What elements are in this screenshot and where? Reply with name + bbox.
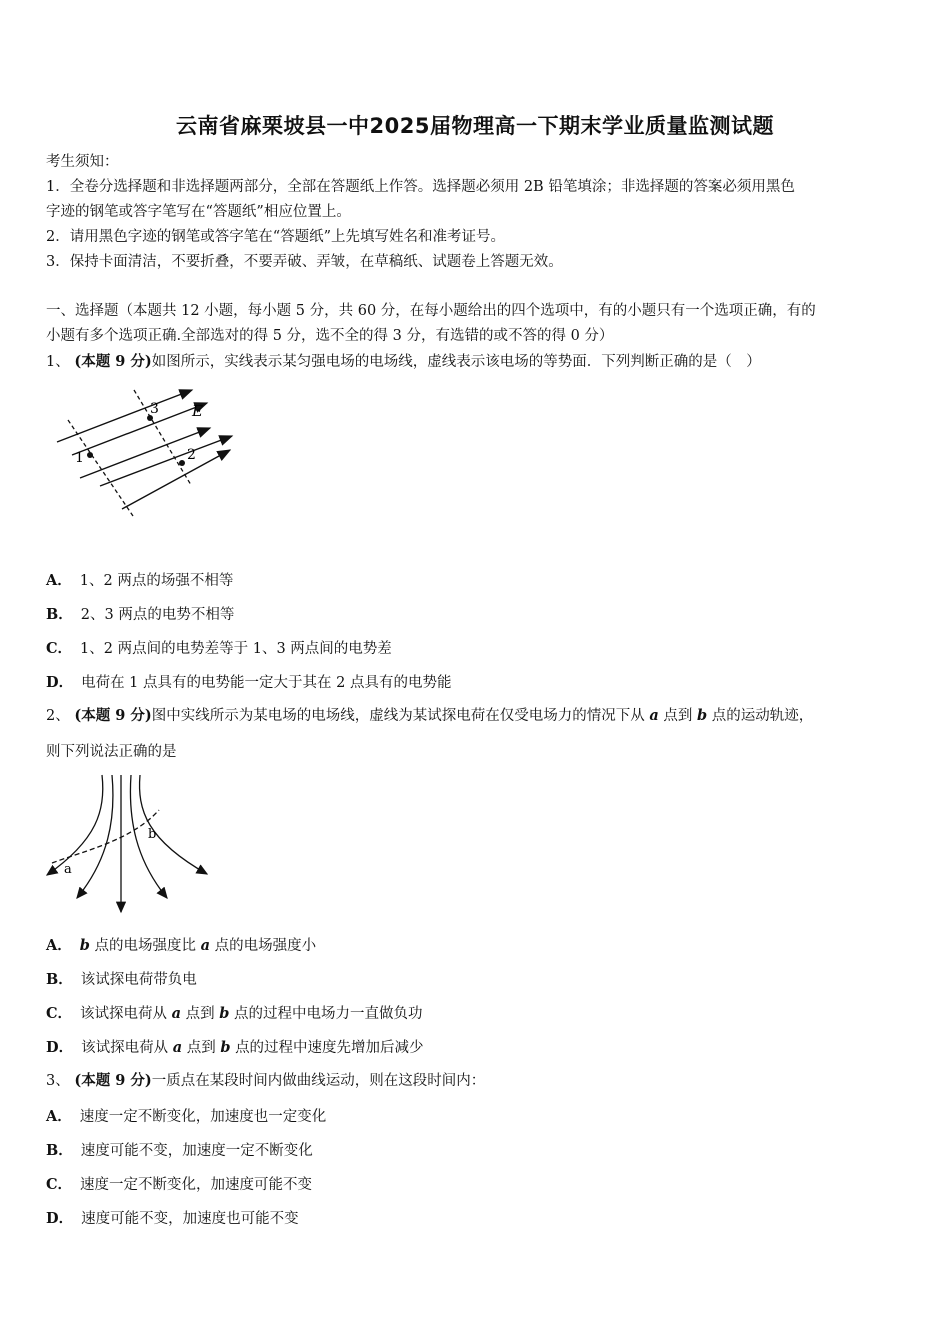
q2-stem-a: 图中实线所示为某电场的电场线，虚线为某试探电荷在仅受电场力的情况下从	[151, 708, 645, 724]
notice-line-2: 2．请用黑色字迹的钢笔或答字笔在“答题纸”上先填写姓名和准考证号。	[46, 229, 506, 245]
q2-option-d-var-a: a	[172, 1039, 183, 1056]
q3-option-b-text: 速度可能不变，加速度一定不断变化	[80, 1143, 313, 1159]
field-label-e: E	[192, 402, 203, 420]
q2-field-figure	[42, 770, 222, 920]
q1-option-d[interactable]	[46, 671, 451, 692]
field-curve-left	[77, 775, 113, 898]
q2-option-d-key: D．	[46, 1039, 74, 1056]
q3-score: (本题 9 分)	[74, 1072, 152, 1089]
equipotential-line-right	[134, 390, 191, 485]
q3-number: 3、	[46, 1073, 70, 1089]
q2-option-a-key: A．	[46, 937, 72, 954]
trajectory-curve	[52, 810, 159, 863]
q1-stem	[46, 349, 761, 375]
section-line-1: 一、选择题（本题共 12 小题，每小题 5 分，共 60 分，在每小题给出的四个选项中，有的小题只有一个选项正确，有的	[46, 303, 816, 319]
q3-stem	[46, 1068, 485, 1094]
q3-option-d-text: 速度可能不变，加速度也可能不变	[81, 1211, 299, 1227]
q2-option-d[interactable]	[46, 1036, 424, 1057]
q2-option-b-key: B．	[46, 971, 73, 988]
q1-option-a-key: A．	[46, 572, 72, 589]
q2-var-a: a	[649, 707, 659, 724]
q3-option-d-key: D．	[46, 1210, 74, 1227]
q1-option-c-text: 1、2 两点间的电势差等于 1、3 两点间的电势差	[80, 641, 392, 657]
field-line-4	[100, 436, 232, 486]
point-3-label: 3	[150, 401, 159, 417]
q1-option-d-text: 电荷在 1 点具有的电势能一定大于其在 2 点具有的电势能	[81, 675, 452, 691]
q3-option-a[interactable]	[46, 1105, 326, 1126]
q2-option-b-text: 该试探电荷带负电	[80, 972, 197, 988]
q2-option-c[interactable]	[46, 1002, 423, 1023]
q1-option-c-key: C．	[46, 640, 73, 657]
q2-option-d-var-b: b	[220, 1039, 231, 1056]
point-2-label: 2	[187, 447, 196, 463]
point-1-label: 1	[75, 450, 84, 466]
field-curve-far-left	[47, 775, 103, 875]
point-a-label: a	[64, 862, 72, 877]
q2-number: 2、	[46, 708, 70, 724]
q2-option-a-text-1: 点的电场强度比	[94, 938, 197, 954]
notice-heading: 考生须知：	[46, 154, 119, 170]
q2-option-b[interactable]	[46, 968, 197, 989]
page-title: 云南省麻栗坡县一中2025届物理高一下期末学业质量监测试题	[176, 114, 774, 138]
q3-stem-text: 一质点在某段时间内做曲线运动，则在这段时间内：	[151, 1073, 486, 1089]
q3-option-c-text: 速度一定不断变化，加速度可能不变	[80, 1177, 313, 1193]
q3-option-c[interactable]	[46, 1173, 312, 1194]
q2-option-a-var-a: a	[200, 937, 211, 954]
q1-option-b[interactable]	[46, 603, 234, 624]
q3-option-a-text: 速度一定不断变化，加速度也一定变化	[79, 1109, 327, 1125]
q1-score: (本题 9 分)	[74, 353, 152, 370]
q1-number: 1、	[46, 354, 70, 370]
q2-option-c-text-3: 点的过程中电场力一直做负功	[234, 1006, 423, 1022]
q2-stem	[46, 703, 813, 729]
q2-option-d-text-1: 该试探电荷从	[81, 1040, 169, 1056]
point-2-dot	[179, 460, 185, 466]
q2-var-b: b	[696, 707, 708, 724]
q2-option-d-text-3: 点的过程中速度先增加后减少	[235, 1040, 424, 1056]
q1-stem-text: 如图所示，实线表示某匀强电场的电场线，虚线表示该电场的等势面．下列判断正确的是（ ）	[151, 354, 761, 370]
q2-stem-b: 点到	[663, 708, 693, 724]
notice-line-1a: 1．全卷分选择题和非选择题两部分，全部在答题纸上作答。选择题必须用 2B 铅笔填涂；非选择题的答案必须用黑色	[46, 179, 795, 195]
q2-option-c-text-1: 该试探电荷从	[80, 1006, 168, 1022]
q2-option-c-var-b: b	[219, 1005, 230, 1022]
q2-option-c-text-2: 点到	[185, 1006, 215, 1022]
notice-line-1b: 字迹的钢笔或答字笔写在“答题纸”相应位置上。	[46, 204, 351, 220]
q2-stem-c: 点的运动轨迹，	[711, 708, 814, 724]
field-curve-far-right	[140, 775, 207, 874]
notice-line-3: 3．保持卡面清洁，不要折叠，不要弄破、弄皱，在草稿纸、试题卷上答题无效。	[46, 254, 563, 270]
q2-score: (本题 9 分)	[74, 707, 152, 724]
q2-option-a-text-2: 点的电场强度小	[214, 938, 317, 954]
q1-option-a-text: 1、2 两点的场强不相等	[79, 573, 234, 589]
q2-stem-line-2: 则下列说法正确的是	[46, 744, 177, 760]
q1-option-b-text: 2、3 两点的电势不相等	[80, 607, 235, 623]
q2-option-a-var-b: b	[79, 937, 90, 954]
point-1-dot	[87, 452, 93, 458]
q1-option-d-key: D．	[46, 674, 74, 691]
q3-option-a-key: A．	[46, 1108, 72, 1125]
q1-option-b-key: B．	[46, 606, 73, 623]
q3-option-b-key: B．	[46, 1142, 73, 1159]
q1-field-figure	[50, 385, 250, 535]
q1-option-a[interactable]	[46, 569, 233, 590]
q2-option-a[interactable]	[46, 934, 316, 955]
q2-option-c-var-a: a	[171, 1005, 182, 1022]
q3-option-b[interactable]	[46, 1139, 313, 1160]
q3-option-d[interactable]	[46, 1207, 299, 1228]
q1-option-c[interactable]	[46, 637, 392, 658]
section-line-2: 小题有多个选项正确.全部选对的得 5 分，选不全的得 3 分，有选错的或不答的得 0 分）	[46, 328, 614, 344]
q2-option-c-key: C．	[46, 1005, 73, 1022]
point-b-label: b	[148, 827, 157, 842]
q3-option-c-key: C．	[46, 1176, 73, 1193]
q2-option-d-text-2: 点到	[186, 1040, 216, 1056]
